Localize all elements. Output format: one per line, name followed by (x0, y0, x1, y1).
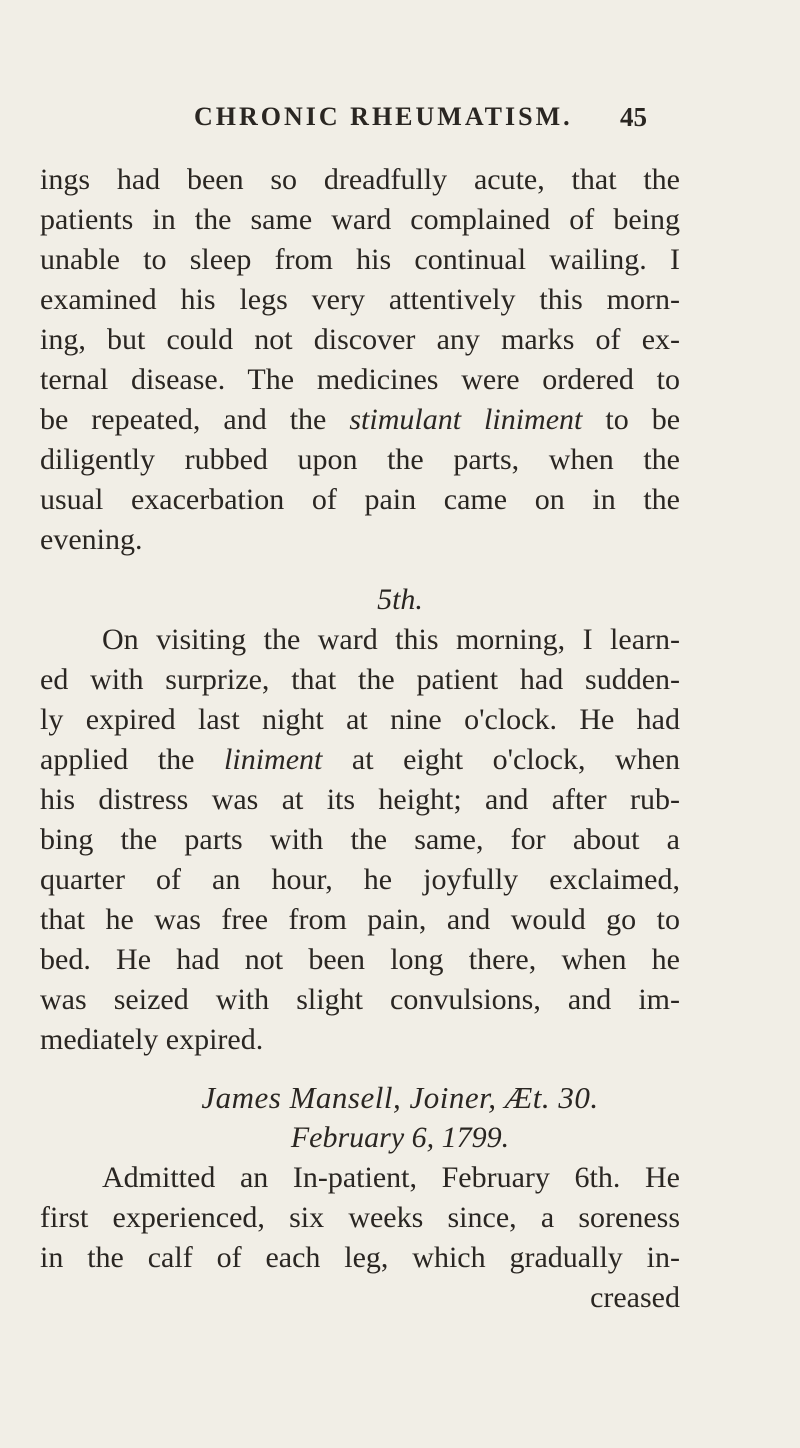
day-heading: 5th. (377, 583, 423, 616)
page-header (0, 102, 800, 142)
text-run: to be (605, 403, 680, 436)
text-line: ings had been so dreadfully acute, that the (40, 163, 680, 196)
text-line: ly expired last night at nine o'clock. He had (40, 703, 680, 736)
text-line: evening. (40, 523, 143, 556)
text-line: On visiting the ward this morning, I learn- (102, 623, 680, 656)
text-run: applied the (40, 743, 195, 776)
text-line: his distress was at its height; and after rub- (40, 783, 680, 816)
italic-term: liniment (224, 743, 323, 776)
text-line: that he was free from pain, and would go to (40, 903, 680, 936)
text-line: unable to sleep from his continual wailing. I (40, 243, 680, 276)
text-line: ing, but could not discover any marks of ex- (40, 323, 680, 356)
text-line: ed with surprize, that the patient had sudden- (40, 663, 680, 696)
text-line: diligently rubbed upon the parts, when the (40, 443, 680, 476)
text-run: at eight o'clock, when (351, 743, 680, 776)
text-run: be repeated, and the (40, 403, 327, 436)
italic-term: stimulant liniment (349, 403, 583, 436)
case-heading-date: February 6, 1799. (290, 1121, 510, 1154)
text-line: bing the parts with the same, for about a (40, 823, 680, 856)
text-line: first experienced, six weeks since, a soreness (40, 1201, 680, 1234)
text-line: was seized with slight convulsions, and im- (40, 983, 680, 1016)
case-heading-name: James Mansell, Joiner, Æt. 30. (201, 1080, 599, 1115)
text-line: Admitted an In-patient, February 6th. He (102, 1161, 680, 1194)
text-line: examined his legs very attentively this morn- (40, 283, 680, 316)
text-line: quarter of an hour, he joyfully exclaimed, (40, 863, 680, 896)
running-title: CHRONIC RHEUMATISM. (194, 102, 573, 131)
text-line: patients in the same ward complained of being (40, 203, 680, 236)
text-line (40, 740, 680, 780)
page-number: 45 (620, 102, 647, 132)
text-line: mediately expired. (40, 1023, 264, 1056)
text-line (40, 400, 680, 440)
text-line: usual exacerbation of pain came on in the (40, 483, 680, 516)
catchword: creased (590, 1281, 680, 1314)
text-line: bed. He had not been long there, when he (40, 943, 680, 976)
text-line: in the calf of each leg, which gradually in- (40, 1241, 680, 1274)
text-line: ternal disease. The medicines were ordered to (40, 363, 680, 396)
